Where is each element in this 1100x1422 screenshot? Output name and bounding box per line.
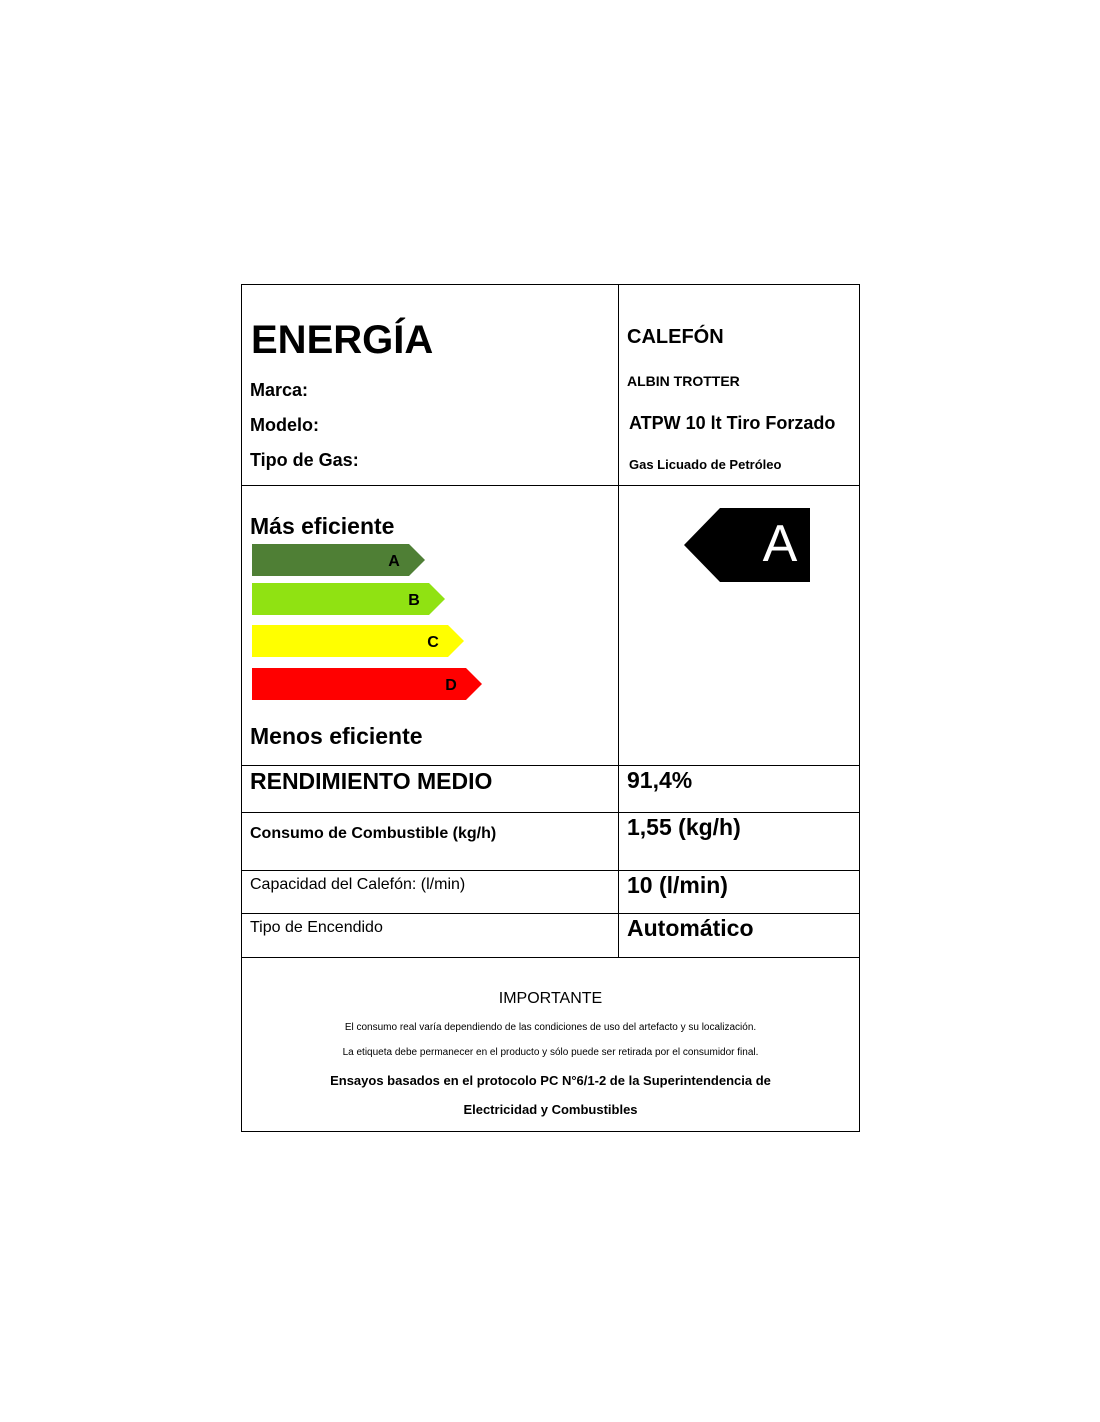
efficiency-letter-c: C (427, 634, 439, 651)
efficiency-letter-b: B (408, 592, 420, 609)
divider (242, 812, 859, 813)
divider (242, 485, 859, 486)
rating-arrow (684, 508, 810, 582)
spec-value-rendimiento: 91,4% (627, 767, 693, 793)
rating-indicator (684, 508, 810, 587)
gas-type-value: Gas Licuado de Petróleo (629, 457, 782, 472)
more-efficient-label: Más eficiente (250, 513, 395, 539)
notice-line: El consumo real varía dependiendo de las condiciones de uso del artefacto y su localización. (344, 1022, 757, 1033)
efficiency-letter-a: A (388, 553, 400, 570)
brand-label: Marca: (250, 380, 309, 400)
rating-letter: A (762, 515, 798, 573)
efficiency-class-d (252, 668, 482, 700)
efficiency-letter-d: D (445, 677, 457, 694)
spec-label-consumo: Consumo de Combustible (kg/h) (250, 825, 497, 842)
divider (242, 913, 859, 914)
divider (242, 957, 859, 958)
efficiency-class-c (252, 625, 464, 657)
spec-value-consumo: 1,55 (kg/h) (627, 814, 741, 840)
divider (242, 765, 859, 766)
gas-type-label: Tipo de Gas: (250, 450, 359, 470)
model-label: Modelo: (250, 415, 319, 435)
spec-label-capacidad: Capacidad del Calefón: (l/min) (250, 876, 466, 893)
notice-line: La etiqueta debe permanecer en el producto y sólo puede ser retirada por el consumidor final. (342, 1047, 759, 1058)
column-divider (618, 285, 619, 957)
model-value: ATPW 10 lt Tiro Forzado (629, 413, 836, 433)
less-efficient-label: Menos eficiente (250, 723, 423, 749)
spec-label-rendimiento: RENDIMIENTO MEDIO (250, 768, 493, 794)
appliance-type: CALEFÓN (627, 326, 724, 348)
divider (242, 870, 859, 871)
spec-label-encendido: Tipo de Encendido (250, 919, 383, 936)
efficiency-class-a (252, 544, 425, 576)
spec-value-encendido: Automático (627, 915, 754, 941)
label-title: ENERGÍA (251, 318, 434, 362)
spec-value-capacidad: 10 (l/min) (627, 872, 728, 898)
notice-title: IMPORTANTE (498, 990, 603, 1007)
efficiency-class-b (252, 583, 445, 615)
brand-value: ALBIN TROTTER (627, 373, 740, 389)
energy-label (241, 284, 860, 1132)
notice-line: Electricidad y Combustibles (463, 1102, 638, 1117)
notice-line: Ensayos basados en el protocolo PC N°6/1-2 de la Superintendencia de (330, 1073, 771, 1088)
